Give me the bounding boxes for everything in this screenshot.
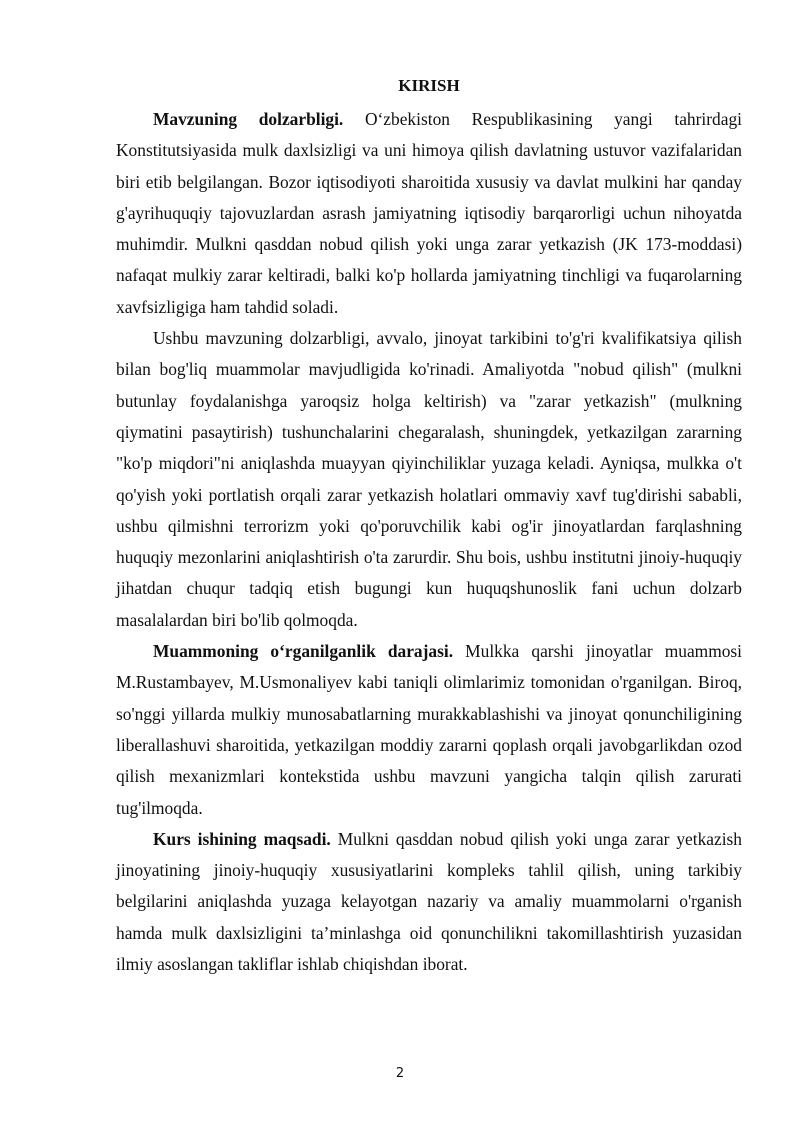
- paragraph-text-relevance-detail: Ushbu mavzuning dolzarbligi, avvalo, jinoyat tarkibini to'g'ri kvalifikatsiya qilish bilan bog'liq muammolar mavjudligida ko'rinadi. Amaliyotda "nobud qilish" (mulkni butunlay foydalanishga yaroqsiz holga keltirish) va "zarar yetkazish" (mulkning qiymatini pasaytirish) tushunchalarini chegaralash, shuningdek, yetkazilgan zararning "ko'p miqdori"ni aniqlashda muayyan qiyinchiliklar yuzaga keladi. Ayniqsa, mulkka o't qo'yish yoki portlatish orqali zarar yetkazish holatlari ommaviy xavf tug'dirishi sababli, ushbu qilmishni terrorizm yoki qo'poruvchilik kabi og'ir jinoyatlardan farqlashning huquqiy mezonlarini aniqlashtirish o'ta zarurdir. Shu bois, ushbu institutni jinoiy-huquqiy jihatdan chuqur tadqiq etish bugungi kun huquqshunoslik fani uchun dolzarb masalalardan biri bo'lib qolmoqda.: [116, 328, 742, 630]
- paragraph-lead-relevance: Mavzuning dolzarbligi.: [153, 109, 344, 129]
- paragraph-goal: [116, 824, 742, 980]
- paragraph-lead-research-degree: Muammoning o‘rganilganlik darajasi.: [153, 641, 454, 662]
- paragraph-research-degree: [116, 636, 742, 824]
- paragraph-text-research-degree: Mulkka qarshi jinoyatlar muammosi M.Rustambayev, M.Usmonaliyev kabi taniqli olimlarimiz tomonidan o'rganilgan. Biroq, so'nggi yillarda mulkiy munosabatlarning murakkablashishi va jinoyat qonunchiligining liberallashuvi sharoitida, yetkazilgan moddiy zararni qoplash orqali javobgarlikdan ozod qilish mexanizmlari kontekstida ushbu mavzuni yangicha talqin qilish zarurati tug'ilmoqda.: [116, 641, 743, 818]
- paragraph-text-relevance: O‘zbekiston Respublikasining yangi tahrirdagi Konstitutsiyasida mulk daxlsizligi va uni himoya qilish davlatning ustuvor vazifalaridan biri etib belgilangan. Bozor iqtisodiyoti sharoitida xususiy va davlat mulkini har qanday g'ayrihuquqiy tajovuzlardan asrash jamiyatning iqtisodiy barqarorligi uchun nihoyatda muhimdir. Mulkni qasddan nobud qilish yoki unga zarar yetkazish (JK 173-moddasi) nafaqat mulkiy zarar keltiradi, balki ko'p hollarda jamiyatning tinchligi va fuqarolarning xavfsizligiga ham tahdid soladi.: [116, 109, 742, 317]
- section-heading: KIRISH: [398, 76, 460, 95]
- paragraph-relevance-detail: [116, 323, 742, 636]
- paragraph-relevance: [116, 104, 742, 323]
- paragraph-text-goal: Mulkni qasddan nobud qilish yoki unga zarar yetkazish jinoyatining jinoiy-huquqiy xususiyatlarini kompleks tahlil qilish, uning tarkibiy belgilarini aniqlashda yuzaga kelayotgan nazariy va amaliy muammolarni o'rganish hamda mulk daxlsizligini ta’minlashga oid qonunchilikni takomillashtirish yuzasidan ilmiy asoslangan takliflar ishlab chiqishdan iborat.: [116, 828, 743, 975]
- document-page: [116, 74, 742, 980]
- paragraph-lead-goal: Kurs ishining maqsadi.: [153, 828, 331, 849]
- page-number: 2: [395, 1066, 405, 1081]
